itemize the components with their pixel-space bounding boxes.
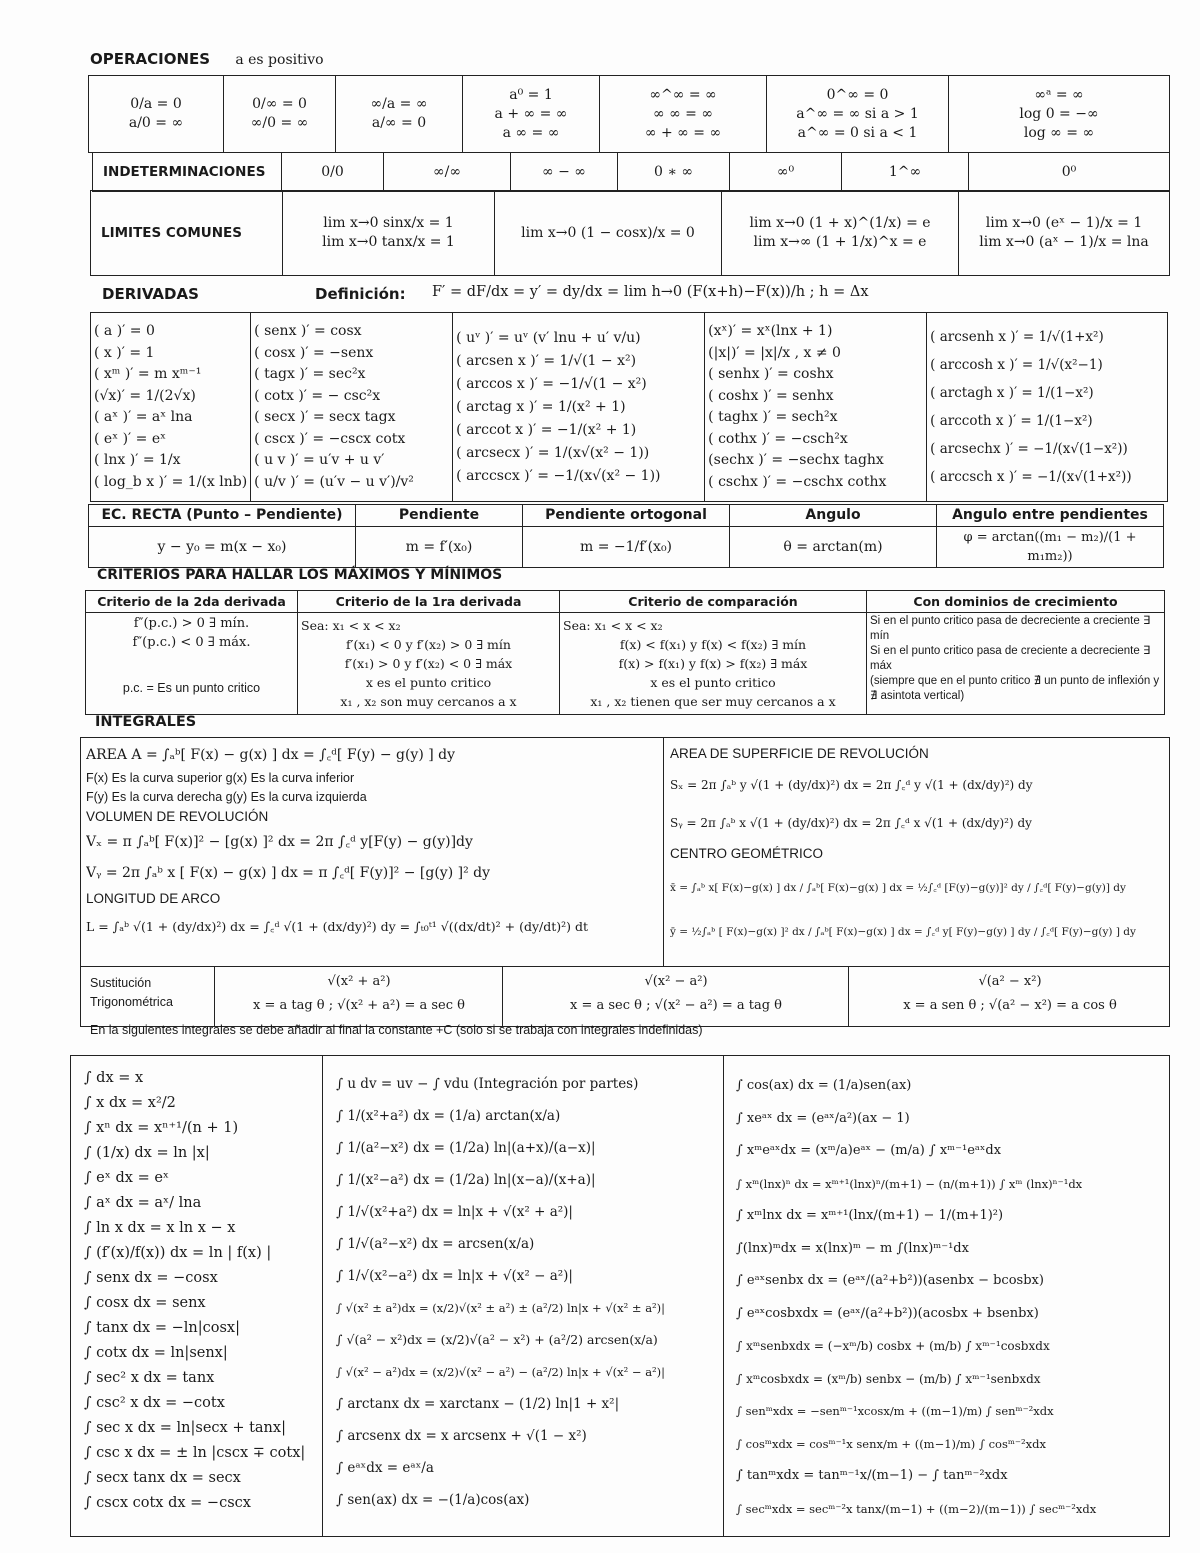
deriv-item: ( eˣ )′ = eˣ [94, 430, 167, 447]
derivadas-definition: F′ = dF/dx = y′ = dy/dx = lim h→0 (F(x+h)−F(x))/h ; h = Δx [432, 284, 869, 300]
integral-item: ∫ tanx dx = −ln|cosx| [84, 1320, 240, 1336]
criterio-line: f′(x₁) < 0 y f′(x₂) > 0 ∃ mín [346, 637, 511, 652]
criterios-title: CRITERIOS PARA HALLAR LOS MÁXIMOS Y MÍNIMOS [97, 567, 503, 583]
recta-header: Pendiente ortogonal [523, 505, 730, 527]
op-cell: log 0 = −∞ [1019, 105, 1099, 122]
longitud-formula: L = ∫ₐᵇ √(1 + (dy/dx)²) dx = ∫꜀ᵈ √(1 + (dx/dy)²) dy = ∫ₜ₀ᵗ¹ √((dx/dt)² + (dy/dt)²) dt [86, 919, 589, 934]
constante-note: En la siguientes integrales se debe añadir al final la constante +C (solo si se trabaja con integrales indefinidas) [90, 1023, 703, 1037]
deriv-item: ( x )′ = 1 [94, 344, 155, 361]
recta-value: φ = arctan((m₁ − m₂)/(1 + m₁m₂)) [937, 527, 1164, 568]
integral-item: ∫ csc x dx = ± ln |cscx ∓ cotx| [84, 1445, 306, 1461]
deriv-col-1 [91, 313, 251, 502]
integral-item: ∫ 1/√(a²−x²) dx = arcsen(x/a) [336, 1236, 535, 1252]
integral-item: ∫ eˣ dx = eˣ [84, 1170, 170, 1186]
recta-value: m = f′(x₀) [356, 527, 523, 568]
superficie-x: Sₓ = 2π ∫ₐᵇ y √(1 + (dy/dx)²) dx = 2π ∫꜀ᵈ y √(1 + (dx/dy)²) dy [670, 778, 1033, 792]
deriv-item: ( arccsch x )′ = −1/(x√(1+x²)) [930, 469, 1132, 485]
indet-item: ∞/∞ [384, 153, 511, 192]
criterio-line: f(x) < f(x₁) y f(x) < f(x₂) ∃ mín [619, 637, 807, 652]
deriv-item: ( arccot x )′ = −1/(x² + 1) [456, 421, 637, 438]
tabla-divider [723, 1055, 724, 1537]
integral-item: ∫ 1/√(x²−a²) dx = ln|x + √(x² − a²)| [336, 1268, 573, 1284]
deriv-item: ( arcsecx )′ = 1/(x√(x² − 1)) [456, 444, 650, 461]
recta-table [88, 504, 1164, 568]
limites-table [90, 190, 1170, 276]
op-cell: a^∞ = 0 si a < 1 [797, 124, 918, 141]
lim-item: lim x→0 (eˣ − 1)/x = 1 [985, 215, 1143, 231]
sust-expr: √(x² − a²) [644, 974, 708, 989]
volumen-title: VOLUMEN DE REVOLUCIÓN [86, 809, 269, 824]
superficie-title: AREA DE SUPERFICIE DE REVOLUCIÓN [670, 746, 929, 761]
integral-item: ∫ sen(ax) dx = −(1/a)cos(ax) [336, 1492, 530, 1508]
integral-item: ∫ xᵐsenbxdx = (−xᵐ/b) cosbx + (m/b) ∫ xᵐ⁻¹cosbxdx [736, 1339, 1050, 1353]
op-cell: a/∞ = 0 [371, 115, 427, 131]
integral-item: ∫ eᵃˣdx = eᵃˣ/a [336, 1460, 434, 1476]
integrales-divider [80, 966, 1170, 967]
integrales-title: INTEGRALES [95, 714, 197, 730]
volumen-y: Vᵧ = 2π ∫ₐᵇ x [ F(x) − g(x) ] dx = π ∫꜀ᵈ[ F(y)]² − [g(y) ]² dy [86, 865, 491, 881]
integrales-left [86, 742, 658, 945]
sust-label-line: Trigonométrica [90, 995, 173, 1009]
deriv-item: ( cothx )′ = −csch²x [708, 430, 848, 447]
operaciones-note: a es positivo [235, 52, 324, 68]
integral-item: ∫ arcsenx dx = x arcsenx + √(1 − x²) [336, 1428, 587, 1444]
deriv-item: ( a )′ = 0 [94, 323, 155, 339]
criterio-header: Con dominios de crecimiento [867, 591, 1165, 613]
recta-header: Pendiente [356, 505, 523, 527]
integral-item: ∫ secx tanx dx = secx [84, 1470, 241, 1486]
deriv-item: ( taghx )′ = sech²x [708, 409, 838, 425]
indet-item: 0⁰ [969, 153, 1170, 192]
integral-item: ∫ √(x² ± a²)dx = (x/2)√(x² ± a²) ± (a²/2) ln|x + √(x² ± a²)| [336, 1301, 666, 1315]
lim-item: lim x→0 tanx/x = 1 [322, 234, 455, 250]
indeterminaciones-title: INDETERMINACIONES [93, 153, 282, 192]
criterio-line: (siempre que en el punto critico ∄ un punto de inflexión y ∄ asintota vertical) [870, 675, 1160, 702]
sust-divider [214, 966, 215, 1026]
deriv-item: ( arccoth x )′ = 1/(1−x²) [930, 413, 1093, 429]
centro-y: ȳ = ½∫ₐᵇ [ F(x)−g(x) ]² dx / ∫ₐᵇ[ F(x)−g(x) ] dx = ∫꜀ᵈ y[ F(y)−g(y) ] dy / ∫꜀ᵈ[ F(y)−g(y) ] dy [670, 926, 1136, 938]
integral-item: ∫(lnx)ᵐdx = x(lnx)ᵐ − m ∫(lnx)ᵐ⁻¹dx [736, 1240, 969, 1256]
area-formula: AREA A = ∫ₐᵇ[ F(x) − g(x) ] dx = ∫꜀ᵈ[ F(y) − g(y) ] dy [86, 747, 456, 763]
indet-item: 0/0 [282, 153, 384, 192]
sust-sub: x = a sen θ ; √(a² − x²) = a cos θ [903, 998, 1117, 1013]
criterio-2da [86, 613, 298, 715]
criterio-1ra [298, 613, 560, 715]
integral-item: ∫ dx = x [84, 1070, 144, 1086]
indet-item: ∞ − ∞ [511, 153, 618, 192]
integral-item: ∫ cos(ax) dx = (1/a)sen(ax) [736, 1078, 912, 1093]
op-cell: ∞^∞ = ∞ [649, 86, 717, 103]
derivadas-def-label: Definición: [315, 285, 406, 303]
deriv-item: ( cschx )′ = −cschx cothx [708, 473, 887, 490]
integral-item: ∫ secᵐxdx = secᵐ⁻²x tanx/(m−1) + ((m−2)/(m−1)) ∫ secᵐ⁻²xdx [736, 1501, 1097, 1516]
recta-header: EC. RECTA (Punto – Pendiente) [89, 505, 356, 527]
deriv-item: ( aˣ )′ = aˣ lna [94, 409, 193, 425]
op-cell: a^∞ = ∞ si a > 1 [796, 105, 919, 122]
recta-header: Angulo [730, 505, 937, 527]
deriv-item: (xˣ)′ = xˣ(lnx + 1) [708, 323, 833, 339]
tabla-col-2 [336, 1068, 720, 1516]
integral-item: ∫ xᵐeᵃˣdx = (xᵐ/a)eᵃˣ − (m/a) ∫ xᵐ⁻¹eᵃˣdx [736, 1143, 1002, 1158]
sust-label [90, 974, 173, 1012]
deriv-item: ( lnx )′ = 1/x [94, 452, 181, 468]
criterio-line: Si en el punto critico pasa de creciente a decreciente ∃ máx [870, 645, 1151, 672]
criterio-line: x₁ , x₂ tienen que ser muy cercanos a x [590, 694, 836, 709]
integrales-right [670, 742, 1165, 954]
indet-item: 1^∞ [842, 153, 969, 192]
criterio-line: Sea: x₁ < x < x₂ [301, 618, 401, 633]
op-cell: a ∞ = ∞ [502, 124, 560, 141]
area-note: F(x) Es la curva superior g(x) Es la curva inferior [86, 771, 355, 785]
integral-item: ∫ cosx dx = senx [84, 1295, 206, 1311]
integral-item: ∫ 1/(x²−a²) dx = (1/2a) ln|(x−a)/(x+a)| [336, 1172, 596, 1188]
integral-item: ∫ cscx cotx dx = −cscx [84, 1495, 251, 1511]
deriv-item: ( tagx )′ = sec²x [254, 366, 366, 382]
area-note: F(y) Es la curva derecha g(y) Es la curva izquierda [86, 790, 367, 804]
deriv-item: ( uᵛ )′ = uᵛ (v′ lnu + u′ v/u) [456, 329, 641, 346]
integral-item: ∫ sec x dx = ln|secx + tanx| [84, 1420, 286, 1436]
indet-item: ∞⁰ [730, 153, 842, 192]
integral-item: ∫ x dx = x²/2 [84, 1095, 176, 1111]
deriv-item: ( coshx )′ = senhx [708, 387, 834, 404]
sust-expr: √(a² − x²) [978, 974, 1042, 989]
op-cell: a + ∞ = ∞ [494, 105, 568, 122]
criterio-header: Criterio de la 1ra derivada [298, 591, 560, 613]
integral-item: ∫ (1/x) dx = ln |x| [84, 1145, 210, 1161]
integral-item: ∫ (f′(x)/f(x)) dx = ln | f(x) | [84, 1245, 272, 1261]
integral-item: ∫ cosᵐxdx = cosᵐ⁻¹x senx/m + ((m−1)/m) ∫ cosᵐ⁻²xdx [736, 1436, 1046, 1451]
criterio-line: x₁ , x₂ son muy cercanos a x [340, 694, 517, 709]
op-cell: ∞/a = ∞ [370, 96, 428, 112]
integral-item: ∫ tanᵐxdx = tanᵐ⁻¹x/(m−1) − ∫ tanᵐ⁻²xdx [736, 1468, 1008, 1483]
derivadas-title: DERIVADAS [102, 285, 199, 303]
deriv-item: ( arccscx )′ = −1/(x√(x² − 1)) [456, 467, 661, 484]
deriv-item: ( xᵐ )′ = m xᵐ⁻¹ [94, 366, 202, 382]
criterio-line: f′(x₁) > 0 y f′(x₂) < 0 ∃ máx [344, 656, 513, 671]
indet-item: 0 ∗ ∞ [618, 153, 730, 192]
sust-case [218, 970, 500, 1018]
integral-item: ∫ csc² x dx = −cotx [84, 1395, 225, 1411]
integral-item: ∫ senᵐxdx = −senᵐ⁻¹xcosx/m + ((m−1)/m) ∫ senᵐ⁻²xdx [736, 1404, 1054, 1418]
deriv-item: ( u/v )′ = (u′v − u v′)/v² [254, 473, 414, 490]
criterio-line: p.c. = Es un punto critico [122, 681, 261, 695]
op-cell: 0/∞ = 0 [252, 96, 307, 112]
limites-title: LIMITES COMUNES [91, 191, 283, 276]
indeterminaciones-table [92, 152, 1170, 192]
integral-item: ∫ xeᵃˣ dx = (eᵃˣ/a²)(ax − 1) [736, 1110, 910, 1126]
deriv-item: ( arctagh x )′ = 1/(1−x²) [930, 385, 1094, 401]
deriv-col-4 [705, 313, 927, 502]
superficie-y: Sᵧ = 2π ∫ₐᵇ x √(1 + (dy/dx)²) dx = 2π ∫꜀ᵈ x √(1 + (dx/dy)²) dy [670, 816, 1032, 830]
sust-case [506, 970, 846, 1018]
criterio-line: Sea: x₁ < x < x₂ [563, 618, 663, 633]
deriv-item: ( log_b x )′ = 1/(x lnb) [94, 473, 248, 490]
integral-item: ∫ √(x² − a²)dx = (x/2)√(x² − a²) − (a²/2) ln|x + √(x² − a²)| [336, 1365, 666, 1379]
criterio-line: Si en el punto critico pasa de decreciente a creciente ∃ mín [870, 615, 1151, 642]
criterio-line: x es el punto critico [650, 675, 776, 690]
integral-item: ∫ eᵃˣsenbx dx = (eᵃˣ/(a²+b²))(asenbx − bcosbx) [736, 1273, 1044, 1288]
deriv-col-3 [453, 313, 705, 502]
integral-item: ∫ cotx dx = ln|senx| [84, 1345, 228, 1361]
criterios-table [85, 590, 1165, 715]
integral-item: ∫ xⁿ dx = xⁿ⁺¹/(n + 1) [84, 1120, 239, 1136]
recta-header: Angulo entre pendientes [937, 505, 1164, 527]
integral-item: ∫ arctanx dx = xarctanx − (1/2) ln|1 + x²| [336, 1396, 620, 1412]
integral-item: ∫ aˣ dx = aˣ/ lna [84, 1195, 202, 1211]
criterio-line: f″(p.c.) < 0 ∃ máx. [132, 635, 251, 650]
deriv-item: ( arcsenh x )′ = 1/√(1+x²) [930, 329, 1104, 345]
recta-value: y − y₀ = m(x − x₀) [89, 527, 356, 568]
integral-item: ∫ xᵐ(lnx)ⁿ dx = xᵐ⁺¹(lnx)ⁿ/(m+1) − (n/(m+1)) ∫ xᵐ (lnx)ⁿ⁻¹dx [736, 1176, 1083, 1191]
criterio-line: x es el punto critico [365, 675, 492, 690]
deriv-item: ( arctag x )′ = 1/(x² + 1) [456, 398, 626, 415]
integral-item: ∫ eᵃˣcosbxdx = (eᵃˣ/(a²+b²))(acosbx + bsenbx) [736, 1305, 1039, 1321]
op-cell: a⁰ = 1 [509, 86, 553, 103]
operaciones-title [90, 50, 324, 68]
sust-sub: x = a tag θ ; √(x² + a²) = a sec θ [252, 998, 465, 1013]
op-cell: ∞/0 = ∞ [250, 115, 309, 131]
deriv-item: ( cosx )′ = −senx [254, 344, 374, 361]
integral-item: ∫ 1/(a²−x²) dx = (1/2a) ln|(a+x)/(a−x)| [336, 1140, 596, 1156]
deriv-item: ( senx )′ = cosx [254, 323, 362, 339]
op-cell: ∞ᵃ = ∞ [1034, 86, 1084, 103]
operaciones-table [88, 75, 1170, 153]
lim-item: lim x→∞ (1 + 1/x)^x = e [753, 234, 927, 250]
deriv-item: ( senhx )′ = coshx [708, 366, 834, 382]
criterio-dominios [867, 613, 1165, 715]
op-cell: a/0 = ∞ [128, 115, 184, 131]
sust-divider [502, 966, 503, 1026]
deriv-item: ( u v )′ = u′v + u v′ [254, 452, 385, 468]
criterio-header: Criterio de comparación [560, 591, 867, 613]
lim-item: lim x→0 sinx/x = 1 [323, 215, 454, 231]
deriv-item: ( arccos x )′ = −1/√(1 − x²) [456, 375, 647, 392]
integrales-divider [663, 737, 664, 967]
centro-x: x̄ = ∫ₐᵇ x[ F(x)−g(x) ] dx / ∫ₐᵇ[ F(x)−g(x) ] dx = ½∫꜀ᵈ [F(y)−g(y)]² dy / ∫꜀ᵈ[ F(y)−g(y)] dy [670, 882, 1126, 894]
sust-divider [848, 966, 849, 1026]
integral-item: ∫ xᵐcosbxdx = (xᵐ/b) senbx − (m/b) ∫ xᵐ⁻¹senbxdx [736, 1371, 1041, 1386]
deriv-item: (√x)′ = 1/(2√x) [94, 387, 196, 404]
criterio-header: Criterio de la 2da derivada [86, 591, 298, 613]
centro-title: CENTRO GEOMÉTRICO [670, 846, 824, 861]
sust-sub: x = a sec θ ; √(x² − a²) = a tag θ [569, 998, 782, 1013]
deriv-item: ( arcsechx )′ = −1/(x√(1−x²)) [930, 441, 1128, 457]
recta-value: θ = arctan(m) [730, 527, 937, 568]
longitud-title: LONGITUD DE ARCO [86, 891, 221, 906]
deriv-item: ( cscx )′ = −cscx cotx [254, 430, 406, 447]
recta-value: m = −1/f′(x₀) [523, 527, 730, 568]
sust-case [852, 970, 1168, 1018]
op-cell: 0/a = 0 [130, 96, 182, 112]
deriv-item: ( arcsen x )′ = 1/√(1 − x²) [456, 352, 637, 369]
deriv-item: ( arccosh x )′ = 1/√(x²−1) [930, 357, 1103, 373]
op-cell: ∞ ∞ = ∞ [652, 105, 714, 122]
integral-item: ∫ 1/√(x²+a²) dx = ln|x + √(x² + a²)| [336, 1204, 573, 1220]
lim-item: lim x→0 (1 − cosx)/x = 0 [521, 224, 695, 241]
tabla-col-3 [736, 1070, 1166, 1525]
op-cell: ∞ + ∞ = ∞ [644, 124, 722, 141]
criterio-line: f″(p.c.) > 0 ∃ mín. [133, 616, 250, 631]
lim-item: lim x→0 (aˣ − 1)/x = lna [979, 234, 1149, 250]
deriv-item: (|x|)′ = |x|/x , x ≠ 0 [708, 344, 841, 361]
integral-item: ∫ xᵐlnx dx = xᵐ⁺¹(lnx/(m+1) − 1/(m+1)²) [736, 1208, 1004, 1223]
deriv-item: ( secx )′ = secx tagx [254, 409, 396, 425]
deriv-item: ( cotx )′ = − csc²x [254, 387, 381, 404]
lim-item: lim x→0 (1 + x)^(1/x) = e [749, 215, 931, 231]
deriv-item: (sechx )′ = −sechx taghx [708, 452, 884, 468]
integral-item: ∫ senx dx = −cosx [84, 1270, 218, 1286]
criterio-comparacion [560, 613, 867, 715]
integral-item: ∫ sec² x dx = tanx [84, 1370, 215, 1386]
derivadas-table [90, 312, 1168, 502]
tabla-divider [322, 1055, 323, 1537]
operaciones-title-text: OPERACIONES [90, 50, 211, 68]
integral-item: ∫ 1/(x²+a²) dx = (1/a) arctan(x/a) [336, 1108, 561, 1124]
integral-item: ∫ √(a² − x²)dx = (x/2)√(a² − x²) + (a²/2) arcsen(x/a) [336, 1332, 658, 1347]
op-cell: 0^∞ = 0 [826, 86, 889, 103]
integral-item: ∫ ln x dx = x ln x − x [84, 1220, 236, 1236]
deriv-col-2 [251, 313, 453, 502]
volumen-x: Vₓ = π ∫ₐᵇ[ F(x)]² − [g(x) ]² dx = 2π ∫꜀ᵈ y[F(y) − g(y)]dy [86, 834, 473, 850]
op-cell: log ∞ = ∞ [1023, 124, 1095, 141]
sust-label-line: Sustitución [90, 976, 152, 990]
criterio-line [89, 652, 294, 671]
criterio-line: f(x) > f(x₁) y f(x) > f(x₂) ∃ máx [618, 656, 808, 671]
deriv-col-5 [927, 313, 1168, 502]
tabla-col-1 [84, 1066, 320, 1516]
sust-expr: √(x² + a²) [327, 974, 391, 989]
integral-item: ∫ u dv = uv − ∫ vdu (Integración por partes) [336, 1076, 639, 1092]
